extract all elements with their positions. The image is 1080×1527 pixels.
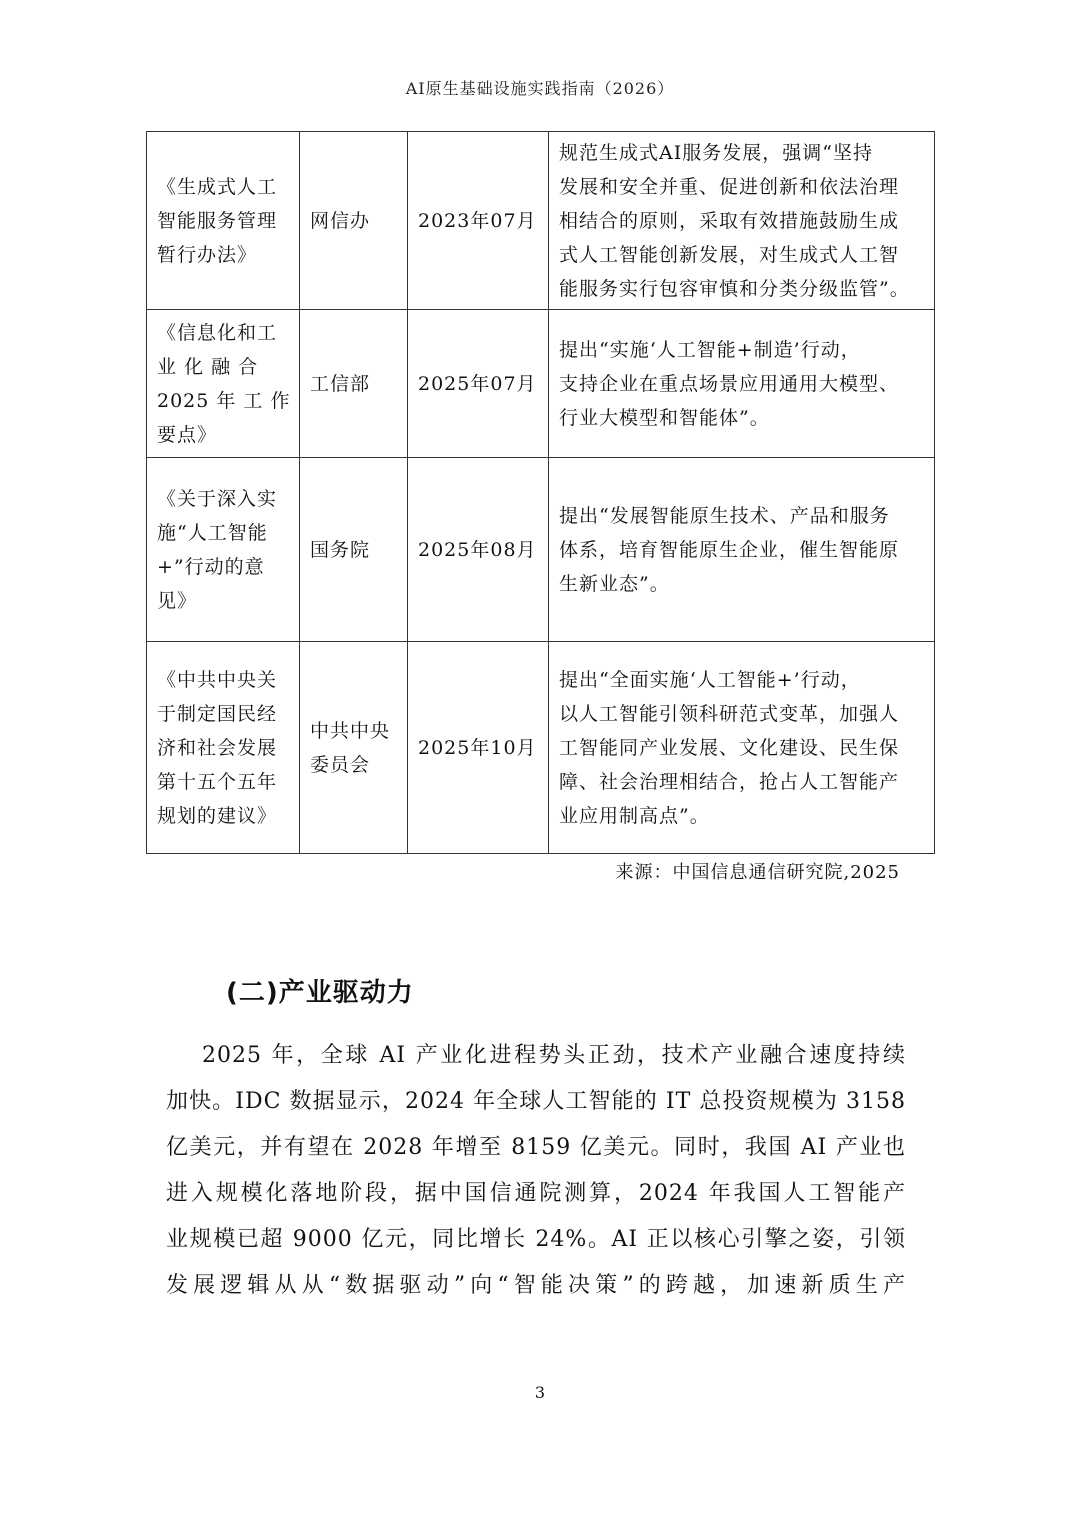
issuer-cell — [300, 642, 408, 854]
content-cell — [549, 132, 935, 310]
content-line: 行业大模型和智能体”。 — [559, 406, 770, 429]
paragraph-line: 业规模已超 9000 亿元，同比增长 24%。AI 正以核心引擎之姿，引领 — [166, 1227, 906, 1252]
table-row — [147, 132, 935, 310]
policy-name-line: 规划的建议》 — [157, 804, 278, 827]
date-cell: 2025年10月 — [408, 642, 549, 854]
content-line: 支持企业在重点场景应用通用大模型、 — [559, 372, 900, 395]
policy-name-line: 要点》 — [157, 423, 218, 446]
page-number: 3 — [534, 1383, 546, 1402]
issuer-cell — [300, 458, 408, 642]
paragraph-line: 2025 年，全球 AI 产业化进程势头正劲，技术产业融合速度持续 — [202, 1043, 906, 1068]
content-line: 能服务实行包容审慎和分类分级监管”。 — [559, 277, 910, 300]
policy-table — [146, 131, 935, 854]
policy-name-line: 《中共中央关 — [157, 668, 278, 691]
issuer-cell — [300, 132, 408, 310]
policy-name-line: 《信息化和工 — [157, 321, 278, 344]
issuer-line: 中共中央 — [310, 719, 391, 742]
policy-name-line: 2025 年 工 作 — [157, 389, 291, 412]
content-line: 障、社会治理相结合，抢占人工智能产 — [559, 770, 900, 793]
issuer-line: 国务院 — [310, 538, 371, 561]
issuer-cell — [300, 310, 408, 458]
content-line: 相结合的原则，采取有效措施鼓励生成 — [559, 209, 900, 232]
content-line: 式人工智能创新发展，对生成式人工智 — [559, 243, 900, 266]
policy-name-line: +”行动的意 — [157, 555, 265, 578]
policy-name-line: 《关于深入实 — [157, 487, 278, 510]
policy-name-line: 见》 — [157, 589, 198, 612]
policy-name-cell — [147, 310, 300, 458]
section-heading: (二)产业驱动力 — [226, 978, 414, 1008]
policy-name-line: 于制定国民经 — [157, 702, 278, 725]
date-cell: 2023年07月 — [408, 132, 549, 310]
policy-name-line: 第十五个五年 — [157, 770, 278, 793]
content-cell — [549, 642, 935, 854]
content-line: 提出“实施‘人工智能+制造’行动， — [559, 338, 861, 361]
table-source-note: 来源：中国信息通信研究院,2025 — [615, 862, 900, 883]
policy-name-cell — [147, 132, 300, 310]
content-line: 提出“全面实施‘人工智能+’行动， — [559, 668, 861, 691]
date-cell: 2025年07月 — [408, 310, 549, 458]
table-row — [147, 458, 935, 642]
policy-name-line: 施“人工智能 — [157, 521, 268, 544]
content-line: 发展和安全并重、促进创新和依法治理 — [559, 175, 900, 198]
content-line: 体系，培育智能原生企业，催生智能原 — [559, 538, 900, 561]
content-line: 生新业态”。 — [559, 572, 670, 595]
issuer-line: 网信办 — [310, 209, 371, 232]
paragraph-line: 加快。IDC 数据显示，2024 年全球人工智能的 IT 总投资规模为 3158 — [166, 1089, 906, 1114]
issuer-line: 工信部 — [310, 372, 371, 395]
policy-name-line: 智能服务管理 — [157, 209, 278, 232]
content-line: 规范生成式AI服务发展，强调“坚持 — [559, 141, 873, 164]
content-cell — [549, 458, 935, 642]
policy-name-line: 《生成式人工 — [157, 175, 278, 198]
content-line: 业应用制高点”。 — [559, 804, 710, 827]
running-header: AI原生基础设施实践指南（2026） — [405, 79, 675, 98]
policy-name-cell — [147, 458, 300, 642]
paragraph-line: 亿美元，并有望在 2028 年增至 8159 亿美元。同时，我国 AI 产业也 — [166, 1135, 906, 1160]
table-row — [147, 310, 935, 458]
policy-name-line: 业 化 融 合 — [157, 355, 259, 378]
policy-name-line: 济和社会发展 — [157, 736, 278, 759]
paragraph-line: 进入规模化落地阶段，据中国信通院测算，2024 年我国人工智能产 — [166, 1181, 906, 1206]
content-line: 以人工智能引领科研范式变革，加强人 — [559, 702, 900, 725]
policy-name-cell — [147, 642, 300, 854]
issuer-line: 委员会 — [310, 753, 371, 776]
body-paragraph — [166, 1033, 906, 1309]
content-line: 工智能同产业发展、文化建设、民生保 — [559, 736, 900, 759]
content-line: 提出“发展智能原生技术、产品和服务 — [559, 504, 890, 527]
paragraph-line: 发展逻辑从从“数据驱动”向“智能决策”的跨越，加速新质生产 — [166, 1273, 906, 1298]
policy-name-line: 暂行办法》 — [157, 243, 258, 266]
date-cell: 2025年08月 — [408, 458, 549, 642]
table-row — [147, 642, 935, 854]
content-cell — [549, 310, 935, 458]
